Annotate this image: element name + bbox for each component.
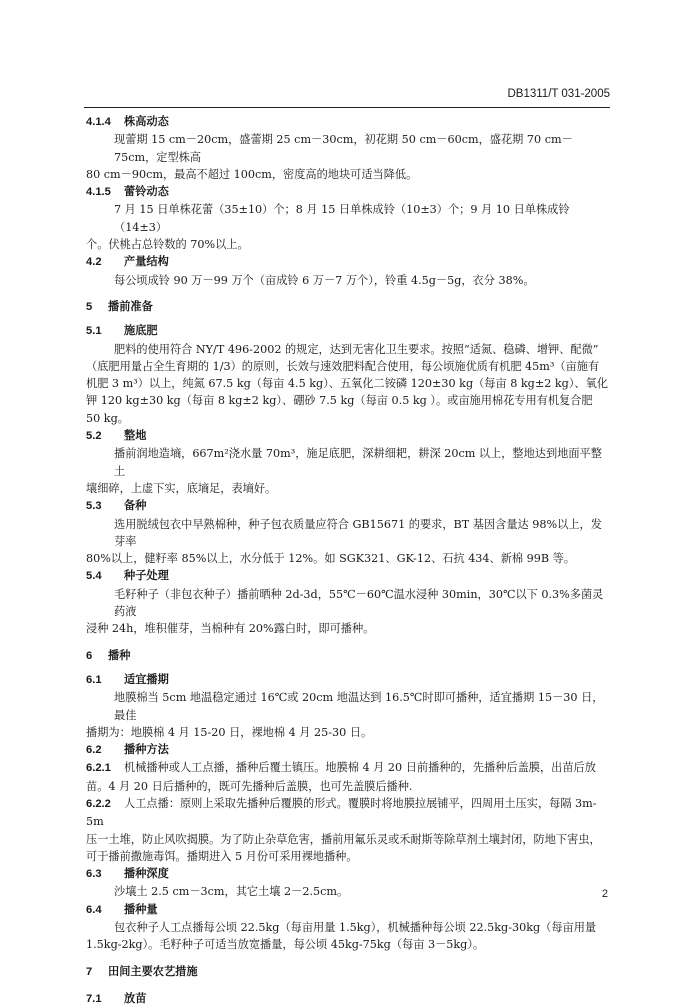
heading-4-1-4 bbox=[86, 113, 608, 131]
section-number: 4.1.4 bbox=[86, 116, 111, 128]
paragraph-line: 沙壤土 2.5 cm－3cm，其它土壤 2－2.5cm。 bbox=[114, 885, 349, 899]
heading-6-4 bbox=[86, 901, 608, 919]
paragraph-6-2-1 bbox=[86, 759, 608, 777]
paragraph-line: 毛籽种子（非包衣种子）播前晒种 2d-3d，55℃－60℃温水浸种 30min，30℃以下 0.3%多菌灵药液 bbox=[114, 587, 604, 619]
paragraph-line: 播前润地造墒，667m²浇水量 70m³，施足底肥，深耕细耙，耕深 20cm 以上，整地达到地面平整土 bbox=[114, 447, 602, 478]
section-title: 田间主要农艺措施 bbox=[108, 963, 198, 978]
heading-7-1 bbox=[86, 990, 608, 1008]
document-body bbox=[86, 113, 608, 1008]
section-title: 播前准备 bbox=[108, 298, 153, 313]
paragraph-line: 人工点播：原则上采取先播种后覆膜的形式。覆膜时将地膜拉展铺平，四周用土压实，每隔 3m-5m bbox=[86, 796, 597, 829]
section-number: 5.1 bbox=[86, 325, 102, 338]
section-number: 6.3 bbox=[86, 868, 102, 881]
paragraph-line: 包衣种子人工点播每公顷 22.5kg（每亩用量 1.5kg），机械播种每公顷 22.5kg-30kg（每亩用量 bbox=[114, 921, 597, 935]
section-title: 备种 bbox=[124, 498, 147, 513]
paragraph-line: 80%以上，健籽率 85%以上，水分低于 12%。如 SGK321、GK-12、石抗 434、新棉 99B 等。 bbox=[86, 552, 576, 566]
section-title: 株高动态 bbox=[124, 114, 169, 128]
heading-4-2 bbox=[86, 253, 608, 271]
paragraph-line: 浸种 24h，堆积催芽，当棉种有 20%露白时，即可播种。 bbox=[86, 622, 375, 636]
heading-4-1-5 bbox=[86, 183, 608, 201]
heading-6 bbox=[86, 647, 608, 665]
section-number: 5.4 bbox=[86, 570, 102, 583]
heading-5-1 bbox=[86, 322, 608, 340]
paragraph-line: 地膜棉当 5cm 地温稳定通过 16℃或 20cm 地温达到 16.5℃时即可播种，适宜播期 15－30 日，最佳 bbox=[114, 691, 604, 722]
section-number: 7 bbox=[86, 965, 93, 978]
section-number: 5.3 bbox=[86, 500, 102, 513]
paragraph-line: 钾 120 kg±30 kg（每亩 8 kg±2 kg）、硼砂 7.5 kg（每亩 0.5 kg ）。或亩施用棉花专用有机复合肥 bbox=[86, 394, 593, 408]
paragraph-line: 每公顷成铃 90 万－99 万个（亩成铃 6 万－7 万个），铃重 4.5g－5g，衣分 38%。 bbox=[114, 273, 535, 287]
section-number: 6.4 bbox=[86, 903, 102, 916]
paragraph-line: 苗。4 月 20 日后播种的，既可先播种后盖膜，也可先盖膜后播种. bbox=[86, 779, 413, 793]
paragraph-6-2-2 bbox=[86, 795, 608, 831]
paragraph-line: 80 cm－90cm，最高不超过 100cm，密度高的地块可适当降低。 bbox=[86, 167, 418, 181]
paragraph-line: 压一土堆，防止风吹揭膜。为了防止杂草危害，播前用氟乐灵或禾耐斯等除草剂土壤封闭，防地下害虫， bbox=[86, 832, 601, 846]
heading-5 bbox=[86, 298, 608, 316]
paragraph-line: 个。伏桃占总铃数的 70%以上。 bbox=[86, 238, 249, 252]
paragraph-line: 1.5kg-2kg）。毛籽种子可适当放宽播量，每公顷 45kg-75kg（每亩 3－5kg）。 bbox=[86, 938, 485, 952]
section-number: 6.2.1 bbox=[86, 762, 111, 775]
paragraph-line: 选用脱绒包衣中早熟棉种，种子包衣质量应符合 GB15671 的要求，BT 基因含量达 98%以上，发芽率 bbox=[114, 517, 602, 548]
page-number: 2 bbox=[601, 888, 608, 900]
paragraph-line: 机肥 3 m³）以上，纯氮 67.5 kg（每亩 4.5 kg）、五氧化二铵磷 120±30 kg（每亩 8 kg±2 kg）、氧化 bbox=[86, 377, 608, 391]
paragraph-line: 现蕾期 15 cm－20cm，盛蕾期 25 cm－30cm，初花期 50 cm－60cm，盛花期 70 cm－75cm，定型株高 bbox=[114, 133, 573, 164]
document-code: DB1311/T 031-2005 bbox=[507, 88, 610, 100]
paragraph-line: （底肥用量占全生育期的 1/3）的原则，长效与速效肥料配合使用，每公顷施优质有机肥 45m³（亩施有 bbox=[86, 359, 600, 373]
section-number: 5 bbox=[86, 300, 93, 313]
heading-5-3 bbox=[86, 497, 608, 515]
section-title: 放苗 bbox=[124, 990, 147, 1005]
heading-6-2 bbox=[86, 741, 608, 759]
heading-5-4 bbox=[86, 567, 608, 585]
heading-6-1 bbox=[86, 671, 608, 689]
paragraph-line: 50 kg。 bbox=[86, 411, 129, 425]
paragraph-line: 播期为：地膜棉 4 月 15-20 日，裸地棉 4 月 25-30 日。 bbox=[86, 725, 373, 739]
section-title: 种子处理 bbox=[124, 568, 169, 583]
section-number: 5.2 bbox=[86, 430, 102, 443]
section-title: 施底肥 bbox=[124, 323, 158, 338]
section-number: 4.1.5 bbox=[86, 186, 111, 199]
section-number: 6.2.2 bbox=[86, 797, 111, 810]
section-title: 播种深度 bbox=[124, 866, 169, 881]
section-number: 6 bbox=[86, 649, 93, 662]
section-number: 6.2 bbox=[86, 744, 102, 757]
paragraph-line: 机械播种或人工点播，播种后覆土镇压。地膜棉 4 月 20 日前播种的，先播种后盖膜，出苗后放 bbox=[124, 761, 596, 775]
heading-7 bbox=[86, 963, 608, 981]
section-title: 播种量 bbox=[124, 901, 158, 916]
section-title: 适宜播期 bbox=[124, 671, 169, 686]
paragraph-line: 肥料的使用符合 NY/T 496-2002 的规定，达到无害化卫生要求。按照“适氮、稳磷、增钾、配微” bbox=[114, 342, 599, 356]
section-number: 7.1 bbox=[86, 992, 102, 1005]
section-title: 整地 bbox=[124, 428, 147, 443]
paragraph-line: 壤细碎，上虚下实，底墒足，表墒好。 bbox=[86, 481, 277, 495]
paragraph-line: 可于播前撒施毒饵。播期进入 5 月份可采用裸地播种。 bbox=[86, 849, 358, 863]
heading-5-2 bbox=[86, 427, 608, 445]
section-title: 播种方法 bbox=[124, 742, 169, 757]
paragraph-line: 7 月 15 日单株花蕾（35±10）个；8 月 15 日单株成铃（10±3）个；9 月 10 日单株成铃（14±3） bbox=[114, 203, 570, 234]
section-number: 6.1 bbox=[86, 673, 102, 686]
heading-6-3 bbox=[86, 865, 608, 883]
section-title: 产量结构 bbox=[124, 254, 169, 269]
section-title: 蕾铃动态 bbox=[124, 184, 169, 199]
section-number: 4.2 bbox=[86, 256, 102, 269]
header-rule bbox=[84, 107, 610, 108]
section-title: 播种 bbox=[108, 647, 131, 662]
